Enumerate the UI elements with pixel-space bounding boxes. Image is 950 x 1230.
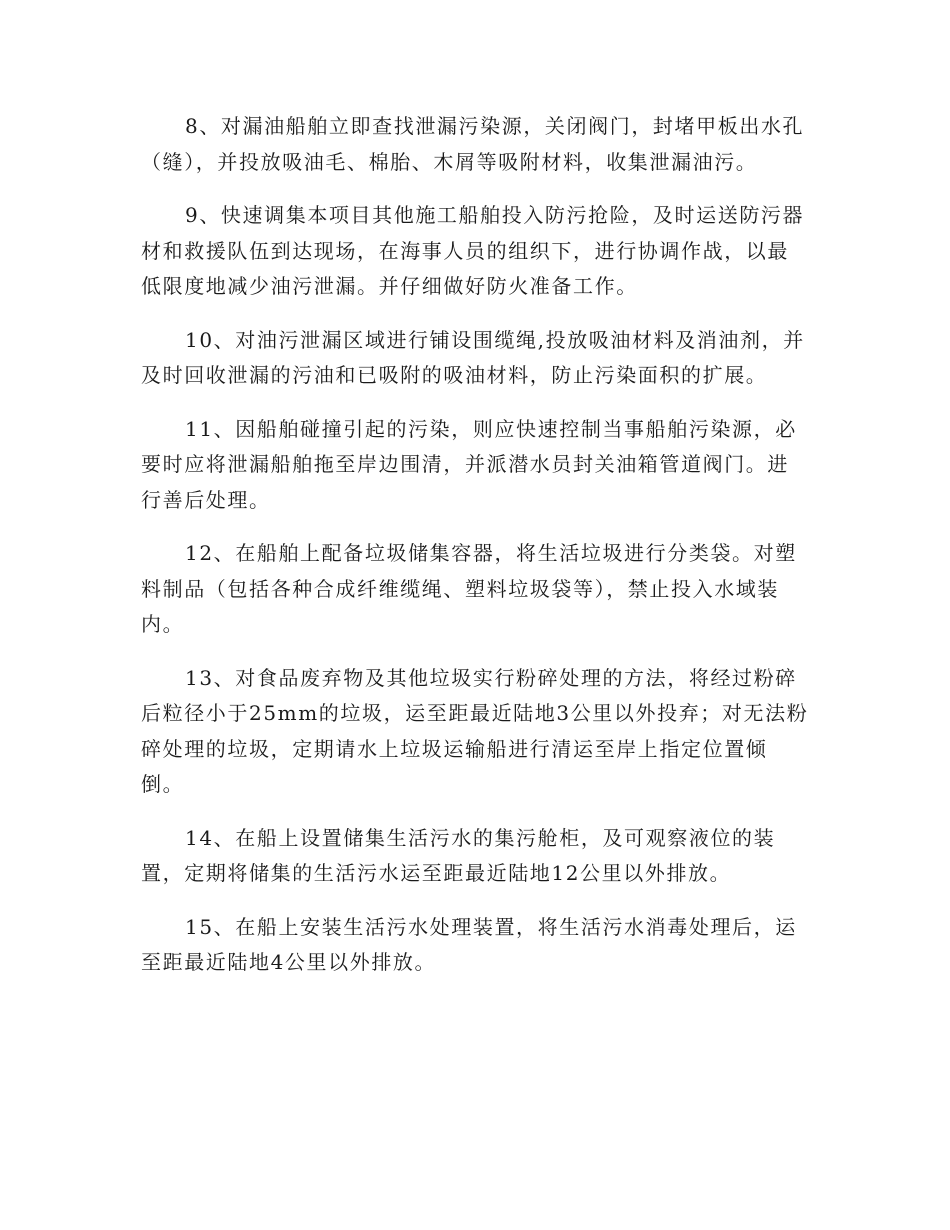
paragraph-item-12: 12、在船舶上配备垃圾储集容器，将生活垃圾进行分类袋。对塑料制品（包括各种合成纤维缆绳、塑料垃圾袋等），禁止投入水域装内。 [141, 541, 797, 636]
paragraph-item-13: 13、对食品废弃物及其他垃圾实行粉碎处理的方法，将经过粉碎后粒径小于25mm的垃圾，运至距最近陆地3公里以外投弃；对无法粉碎处理的垃圾，定期请水上垃圾运输船进行清运至岸上指定位置倾倒。 [141, 665, 809, 796]
paragraph-item-9: 9、快速调集本项目其他施工船舶投入防污抢险，及时运送防污器材和救援队伍到达现场，在海事人员的组织下，进行协调作战，以最低限度地减少油污泄漏。并仔细做好防火准备工作。 [141, 203, 805, 298]
paragraph-item-8: 8、对漏油船舶立即查找泄漏污染源，关闭阀门，封堵甲板出水孔（缝），并投放吸油毛、棉胎、木屑等吸附材料，收集泄漏油污。 [141, 114, 805, 174]
paragraph-item-11: 11、因船舶碰撞引起的污染，则应快速控制当事船舶污染源，必要时应将泄漏船舶拖至岸边围清，并派潜水员封关油箱管道阀门。进行善后处理。 [141, 416, 797, 512]
document-body [141, 109, 809, 999]
paragraph-item-14: 14、在船上设置储集生活污水的集污舱柜，及可观察液位的装置，定期将储集的生活污水运至距最近陆地12公里以外排放。 [141, 825, 776, 885]
paragraph-item-15: 15、在船上安装生活污水处理装置，将生活污水消毒处理后，运至距最近陆地4公里以外排放。 [141, 914, 797, 974]
paragraph-item-10: 10、对油污泄漏区域进行铺设围缆绳,投放吸油材料及消油剂，并及时回收泄漏的污油和已吸附的吸油材料，防止污染面积的扩展。 [141, 327, 805, 387]
